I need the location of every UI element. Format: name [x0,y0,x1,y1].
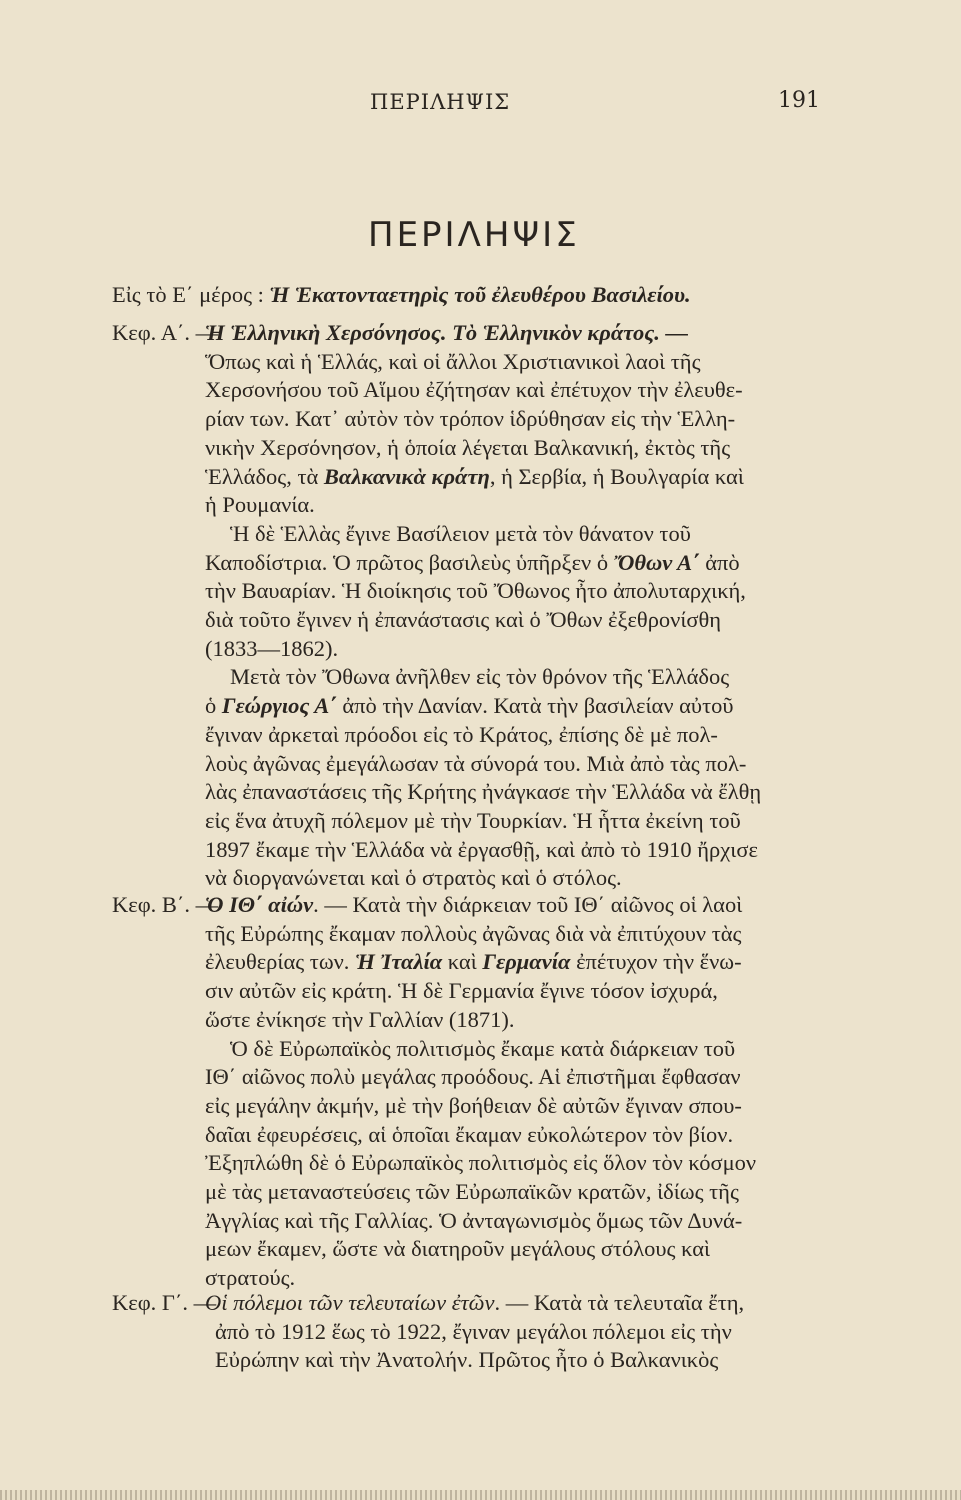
text-line [205,377,743,403]
body-text: τὴν Βαυαρίαν. Ἡ διοίκησις τοῦ Ὄθωνος ἦτο ἀπολυταρχική, [205,578,746,604]
body-text: εἰς ἕνα ἀτυχῆ πόλεμον μὲ τὴν Τουρκίαν. Ἡ ἧττα ἐκείνη τοῦ [205,807,741,833]
text-line [205,1265,295,1291]
text-line [205,1236,710,1262]
body-text: ΙΘ΄ αἰῶνος πολὺ μεγάλας προόδους. Αἱ ἐπιστῆμαι ἔφθασαν [205,1064,741,1090]
body-text: ἀπὸ [699,549,740,575]
text-line [205,1122,733,1148]
text-line [205,406,735,432]
body-text: καὶ [442,949,483,975]
body-text: ρίαν των. Κατ᾽ αὐτὸν τὸν τρόπον ἱδρύθησαν εἰς τὴν Ἑλλη- [205,406,736,432]
text-line [205,1179,739,1205]
emphasis-text: Ἡ Ἑλληνικὴ Χερσόνησος. Τὸ Ἑλληνικὸν κράτος. — [205,320,689,345]
body-text: Μετὰ τὸν Ὄθωνα ἀνῆλθεν εἰς τὸν θρόνον τῆς Ἑλλάδος [230,664,730,690]
text-line [205,1064,741,1090]
body-text: νικὴν Χερσόνησον, ἡ ὁποία λέγεται Βαλκανική, ἐκτὸς τῆς [205,434,731,460]
text-line [205,1093,742,1119]
body-text: σιν αὐτῶν εἰς κράτη. Ἡ δὲ Γερμανία ἔγινε τόσον ἰσχυρά, [205,978,718,1004]
body-text: ἔγιναν ἀρκεταὶ πρόοδοι εἰς τὸ Κράτος, ἐπίσης δὲ μὲ πολ- [205,721,718,747]
text-line [205,636,338,662]
body-text: ἡ Ρουμανία. [205,492,315,518]
emphasis-text: Βαλκανικὰ κράτη [323,463,490,489]
text-line [205,921,741,947]
intro-book-title: Ἡ Ἑκατονταετηρὶς τοῦ ἐλευθέρου Βασιλείου. [269,282,691,307]
page-edge [0,1490,961,1500]
running-title: ΠΕΡΙΛΗΨΙΣ [370,90,511,114]
text-line [205,722,718,748]
body-text: Ὁ δὲ Εὐρωπαϊκὸς πολιτισμὸς ἔκαμε κατὰ διάρκειαν τοῦ [230,1035,736,1061]
body-text: νὰ διοργανώνεται καὶ ὁ στρατὸς καὶ ὁ στόλος. [205,865,622,891]
body-text: Ὅπως καὶ ἡ Ἑλλάς, καὶ οἱ ἄλλοι Χριστιανικοὶ λαοὶ τῆς [205,348,701,374]
text-line [205,693,734,719]
text-line [205,578,746,604]
text-line [230,521,691,547]
emphasis-text: Γεώργιος Α΄ [221,693,337,719]
text-line [205,751,746,777]
emphasis-text: Ἡ Ἰταλία [355,949,443,975]
body-text: διὰ τοῦτο ἔγινεν ἡ ἐπανάστασις καὶ ὁ Ὄθων ἐξεθρονίσθη [205,607,722,632]
body-text: στρατούς. [205,1265,296,1291]
body-text: δαῖαι ἐφευρέσεις, αἱ ὁποῖαι ἔκαμαν εὐκολώτερον τὸν βίον. [205,1121,734,1147]
section-c-label: Κεφ. Γ΄. — [112,1290,217,1315]
text-line [215,1347,718,1373]
text-line [205,978,718,1004]
body-text: μεων ἔκαμεν, ὥστε νὰ διατηροῦν μεγάλους στόλους καὶ [205,1236,711,1262]
body-text: τῆς Εὐρώπης ἔκαμαν πολλοὺς ἀγῶνας διὰ νὰ ἐπιτύχουν τὰς [205,920,742,946]
text-line [230,1036,735,1062]
intro-line [112,282,691,308]
text-line [205,1208,742,1234]
intro-prefix: Εἰς τὸ Ε΄ μέρος : [112,282,270,307]
body-text: , ἡ Σερβία, ἡ Βουλγαρία καὶ [489,463,744,489]
body-text: (1833—1862). [205,635,339,661]
body-text: Ἐξηπλώθη δὲ ὁ Εὐρωπαϊκὸς πολιτισμὸς εἰς ὅλον τὸν κόσμον [205,1150,757,1176]
section-a-label: Κεφ. Α΄. — [112,320,219,345]
emphasis-text: Οἱ πόλεμοι τῶν τελευταίων ἐτῶν [205,1290,495,1315]
text-line [205,1290,744,1316]
body-text: . — Κατὰ τὰ τελευταῖα ἔτη, [494,1290,745,1315]
text-line [205,550,740,576]
text-line [205,435,730,461]
page-title: ΠΕΡΙΛΗΨΙΣ [368,215,580,255]
text-line [230,664,729,690]
body-text: ὥστε ἐνίκησε τὴν Γαλλίαν (1871). [205,1006,515,1032]
text-line [205,837,758,863]
body-text: Εὐρώπην καὶ τὴν Ἀνατολήν. Πρῶτος ἦτο ὁ Βαλκανικὸς [215,1347,719,1373]
text-line [205,779,761,805]
body-text: ἀπὸ τὴν Δανίαν. Κατὰ τὴν βασιλείαν αὐτοῦ [336,693,734,719]
text-line [205,892,742,918]
text-line [205,607,721,633]
body-text: λοὺς ἀγῶνας ἐμεγάλωσαν τὰ σύνορά του. Μιὰ ἀπὸ τὰς πολ- [205,750,747,776]
page-number: 191 [778,88,820,113]
body-text: Ἡ δὲ Ἑλλὰς ἔγινε Βασίλειον μετὰ τὸν θάνατον τοῦ [230,520,691,546]
body-text: Χερσονήσου τοῦ Αἵμου ἐζήτησαν καὶ ἐπέτυχον τὴν ἐλευθε- [205,377,743,403]
text-line [205,1150,756,1176]
emphasis-text: Ὄθων Α΄ [613,549,700,575]
body-text: εἰς μεγάλην ἀκμήν, μὲ τὴν βοήθειαν δὲ αὐτῶν ἔγιναν σπου- [205,1092,742,1118]
body-text: ἀπὸ τὸ 1912 ἕως τὸ 1922, ἔγιναν μεγάλοι πόλεμοι εἰς τὴν [215,1318,732,1344]
body-text: ὁ [205,693,222,719]
text-line [205,808,741,834]
emphasis-text: Γερμανία [482,949,571,975]
text-line [205,492,315,518]
body-text: λὰς ἐπαναστάσεις τῆς Κρήτης ἠνάγκασε τὴν Ἑλλάδα νὰ ἔλθῃ [205,779,762,805]
text-line [205,1007,515,1033]
body-text: Καποδίστρια. Ὁ πρῶτος βασιλεὺς ὑπῆρξεν ὁ [205,549,614,575]
body-text: . — Κατὰ τὴν διάρκειαν τοῦ ΙΘ΄ αἰῶνος οἱ λαοὶ [313,892,743,917]
section-b-label: Κεφ. Β΄. — [112,892,219,917]
body-text: Ἑλλάδος, τὰ [205,463,324,489]
text-line [205,349,700,375]
body-text: μὲ τὰς μεταναστεύσεις τῶν Εὐρωπαϊκῶν κρατῶν, ἰδίως τῆς [205,1179,739,1204]
body-text: ἐλευθερίας των. [205,949,356,975]
body-text: 1897 ἔκαμε τὴν Ἑλλάδα νὰ ἐργασθῇ, καὶ ἀπὸ τὸ 1910 ἤρχισε [205,836,758,862]
text-line [205,464,744,490]
emphasis-text: Ὁ ΙΘ΄ αἰών [205,892,314,917]
body-text: Ἀγγλίας καὶ τῆς Γαλλίας. Ὁ ἀνταγωνισμὸς ὅμως τῶν Δυνά- [205,1207,743,1233]
text-line [205,949,742,975]
body-text: ἐπέτυχον τὴν ἕνω- [570,949,742,975]
text-line [215,1319,732,1345]
text-line [205,320,688,346]
text-line [205,865,622,891]
